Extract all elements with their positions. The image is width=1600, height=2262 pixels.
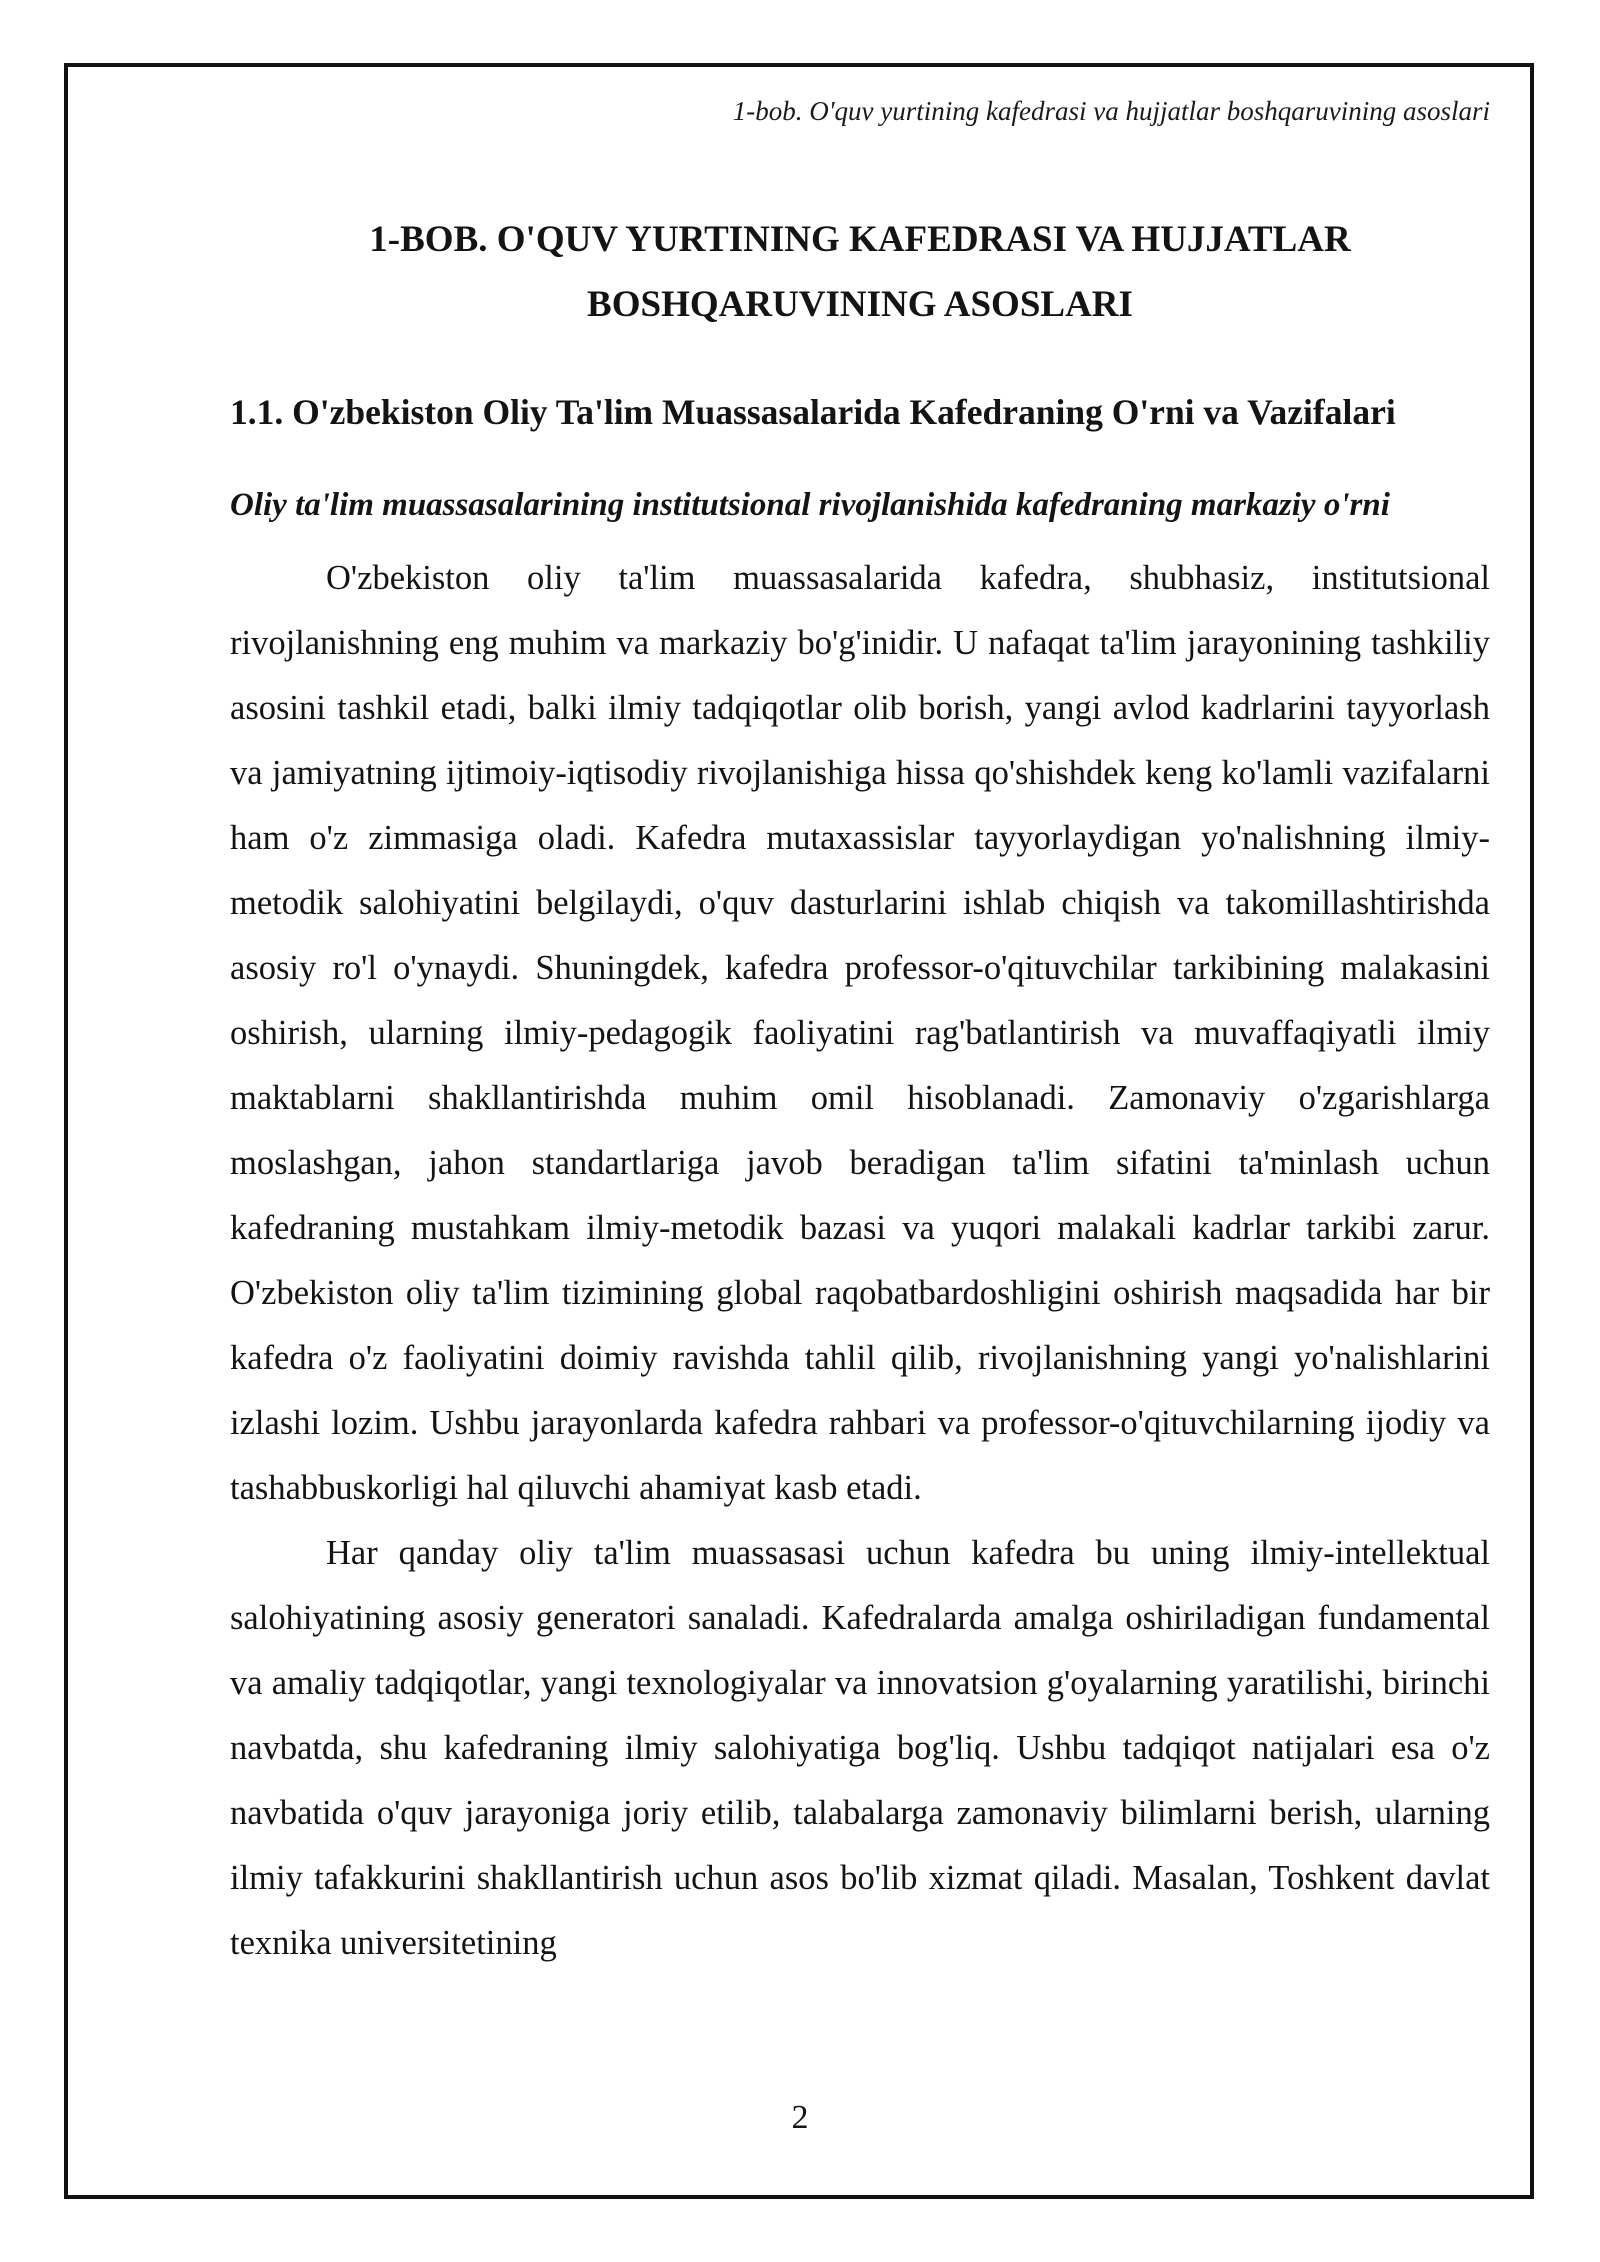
subsection-title: Oliy ta'lim muassasalarining institutsional rivojlanishida kafedraning markaziy o'rni — [230, 487, 1390, 523]
page-number: 2 — [791, 2099, 809, 2136]
running-header: 1-bob. O'quv yurtining kafedrasi va hujjatlar boshqaruvining asoslari — [732, 96, 1490, 126]
body-text — [230, 546, 1490, 1962]
section-title: 1.1. O'zbekiston Oliy Ta'lim Muassasalarida Kafedraning O'rni va Vazifalari — [230, 392, 1396, 432]
chapter-title-line1: 1-BOB. O'QUV YURTINING KAFEDRASI VA HUJJATLAR — [369, 219, 1351, 260]
paragraph: O'zbekiston oliy ta'lim muassasalarida kafedra, shubhasiz, institutsional rivojlanishning eng muhim va markaziy bo'g'inidir. U nafaqat ta'lim jarayonining tashkiliy asosini tashkil etadi, balki ilmiy tadqiqotlar olib borish, yangi avlod kadrlarini tayyorlash va jamiyatning ijtimoiy-iqtisodiy rivojlanishiga hissa qo'shishdek keng ko'lamli vazifalarni ham o'z zimmasiga oladi. Kafedra mutaxassislar tayyorlaydigan yo'nalishning ilmiy-metodik salohiyatini belgilaydi, o'quv dasturlarini ishlab chiqish va takomillashtirishda asosiy ro'l o'ynaydi. Shuningdek, kafedra professor-o'qituvchilar tarkibining malakasini oshirish, ularning ilmiy-pedagogik faoliyatini rag'batlantirish va muvaffaqiyatli ilmiy maktablarni shakllantirishda muhim omil hisoblanadi. Zamonaviy o'zgarishlarga moslashgan, jahon standartlariga javob beradigan ta'lim sifatini ta'minlash uchun kafedraning mustahkam ilmiy-metodik bazasi va yuqori malakali kadrlar tarkibi zarur. O'zbekiston oliy ta'lim tizimining global raqobatbardoshligini oshirish maqsadida har bir kafedra o'z faoliyatini doimiy ravishda tahlil qilib, rivojlanishning yangi yo'nalishlarini izlashi lozim. Ushbu jarayonlarda kafedra rahbari va professor-o'qituvchilarning ijodiy va tashabbuskorligi hal qiluvchi ahamiyat kasb etadi. — [230, 559, 1490, 1507]
chapter-title-line2: BOSHQARUVINING ASOSLARI — [587, 284, 1133, 325]
chapter-title — [230, 207, 1490, 337]
paragraph: Har qanday oliy ta'lim muassasasi uchun kafedra bu uning ilmiy-intellektual salohiyatining asosiy generatori sanaladi. Kafedralarda amalga oshiriladigan fundamental va amaliy tadqiqotlar, yangi texnologiyalar va innovatsion g'oyalarning yaratilishi, birinchi navbatda, shu kafedraning ilmiy salohiyatiga bog'liq. Ushbu tadqiqot natijalari esa o'z navbatida o'quv jarayoniga joriy etilib, talabalarga zamonaviy bilimlarni berish, ularning ilmiy tafakkurini shakllantirish uchun asos bo'lib xizmat qiladi. Masalan, Toshkent davlat texnika universitetining — [230, 1534, 1490, 1962]
